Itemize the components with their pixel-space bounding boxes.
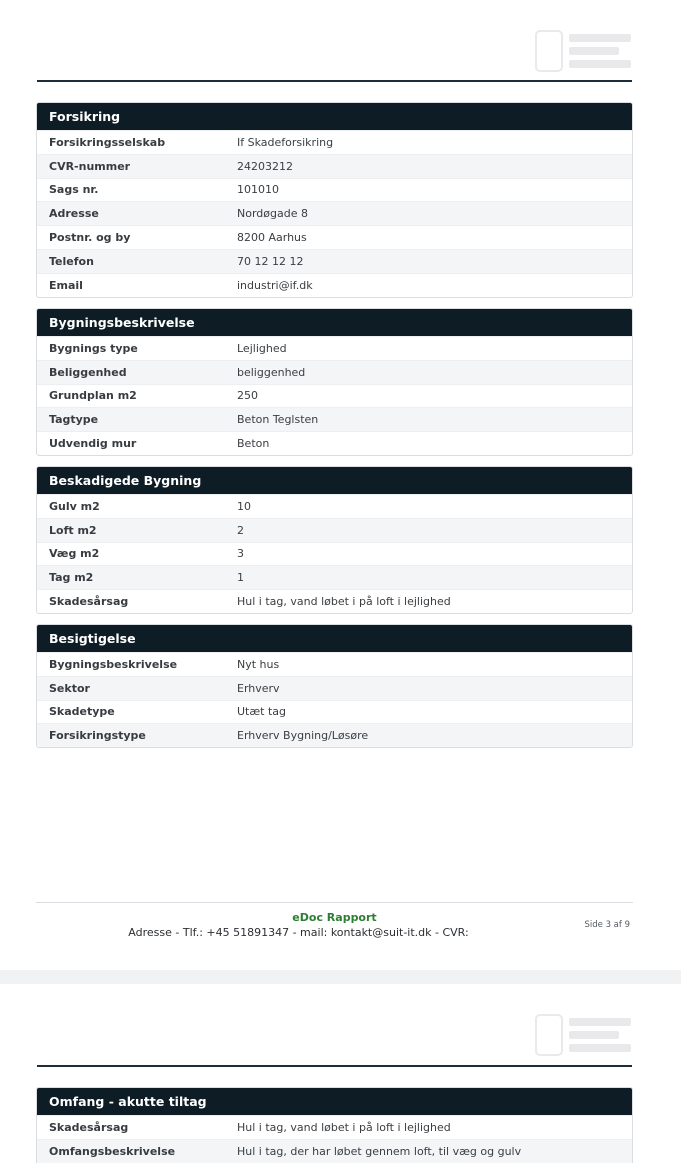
header-rule (37, 1065, 632, 1067)
section-title: Beskadigede Bygning (37, 467, 632, 494)
section-forsikring (36, 102, 633, 298)
row-label: Udvendig mur (49, 437, 137, 451)
table-row (37, 542, 632, 566)
section-bygningsbeskrivelse (36, 308, 633, 456)
section-beskadigede-bygning (36, 466, 633, 614)
row-value: Nordøgade 8 (237, 207, 308, 221)
row-value: Hul i tag, der har løbet gennem loft, til væg og gulv (237, 1144, 522, 1158)
row-label: Omfangsbeskrivelse (49, 1144, 176, 1158)
row-value: 24203212 (237, 159, 293, 173)
row-label: Skadesårsag (49, 595, 129, 609)
table-row (37, 178, 632, 202)
table-row (37, 273, 632, 297)
row-value: 2 (237, 523, 244, 537)
row-label: Gulv m2 (49, 499, 100, 513)
row-label: Bygnings type (49, 341, 138, 355)
table-row (37, 360, 632, 384)
row-value: 3 (237, 547, 244, 561)
row-label: Loft m2 (49, 523, 97, 537)
row-value: industri@if.dk (237, 278, 313, 292)
table-row (37, 565, 632, 589)
footer-rule (36, 902, 633, 903)
table-row (37, 431, 632, 455)
table-row (37, 589, 632, 613)
row-value: beliggenhed (237, 365, 306, 379)
row-value: Erhverv (237, 681, 280, 695)
row-label: Telefon (49, 254, 94, 268)
table-row (37, 249, 632, 273)
table-row (37, 225, 632, 249)
row-label: Sektor (49, 681, 90, 695)
row-label: Væg m2 (49, 547, 100, 561)
table-row (37, 652, 632, 676)
row-value: If Skadeforsikring (237, 135, 334, 149)
row-value: Hul i tag, vand løbet i på loft i lejlighed (237, 595, 451, 609)
row-value: Nyt hus (237, 657, 280, 671)
table-row (37, 494, 632, 518)
table-row (37, 154, 632, 178)
row-value: 10 (237, 499, 251, 513)
table-row (37, 336, 632, 360)
section-title: Bygningsbeskrivelse (37, 309, 632, 336)
section-title: Besigtigelse (37, 625, 632, 652)
row-value: 250 (237, 389, 258, 403)
table-row (37, 130, 632, 154)
table-row (37, 407, 632, 431)
row-value: Lejlighed (237, 341, 287, 355)
row-value: 1 (237, 571, 244, 585)
row-label: Skadesårsag (49, 1120, 129, 1134)
row-value: Beton (237, 437, 270, 451)
row-label: Sags nr. (49, 183, 99, 197)
row-label: CVR-nummer (49, 159, 131, 173)
table-row (37, 723, 632, 747)
section-title: Omfang - akutte tiltag (37, 1088, 632, 1115)
row-label: Beliggenhed (49, 365, 127, 379)
footer-address: Adresse - Tlf.: +45 51891347 - mail: kontakt@suit-it.dk - CVR: (128, 926, 469, 939)
table-row (37, 201, 632, 225)
row-label: Grundplan m2 (49, 389, 137, 403)
table-row (37, 518, 632, 542)
section-besigtigelse (36, 624, 633, 748)
row-label: Adresse (49, 207, 99, 221)
header-rule (37, 80, 632, 82)
section-title: Forsikring (37, 103, 632, 130)
row-label: Forsikringsselskab (49, 135, 166, 149)
table-row (37, 676, 632, 700)
row-label: Skadetype (49, 705, 115, 719)
table-row (37, 1115, 632, 1139)
table-row (37, 1139, 632, 1163)
report-page (0, 984, 681, 1167)
section-omfang-akutte-tiltag (36, 1087, 633, 1163)
row-value: Beton Teglsten (237, 413, 319, 427)
row-label: Email (49, 278, 83, 292)
row-label: Tagtype (49, 413, 99, 427)
footer-brand: eDoc Rapport (292, 911, 377, 924)
row-value: Hul i tag, vand løbet i på loft i lejlighed (237, 1120, 451, 1134)
row-value: 70 12 12 12 (237, 254, 304, 268)
table-row (37, 700, 632, 724)
row-value: 8200 Aarhus (237, 231, 307, 245)
row-value: 101010 (237, 183, 279, 197)
row-label: Bygningsbeskrivelse (49, 657, 178, 671)
row-label: Forsikringstype (49, 729, 146, 743)
row-label: Tag m2 (49, 571, 94, 585)
table-row (37, 384, 632, 408)
row-value: Erhverv Bygning/Løsøre (237, 729, 369, 743)
logo-watermark-icon (535, 1012, 633, 1058)
logo-watermark-icon (535, 28, 633, 74)
row-label: Postnr. og by (49, 231, 131, 245)
row-value: Utæt tag (237, 705, 287, 719)
page-number: Side 3 af 9 (584, 920, 630, 930)
